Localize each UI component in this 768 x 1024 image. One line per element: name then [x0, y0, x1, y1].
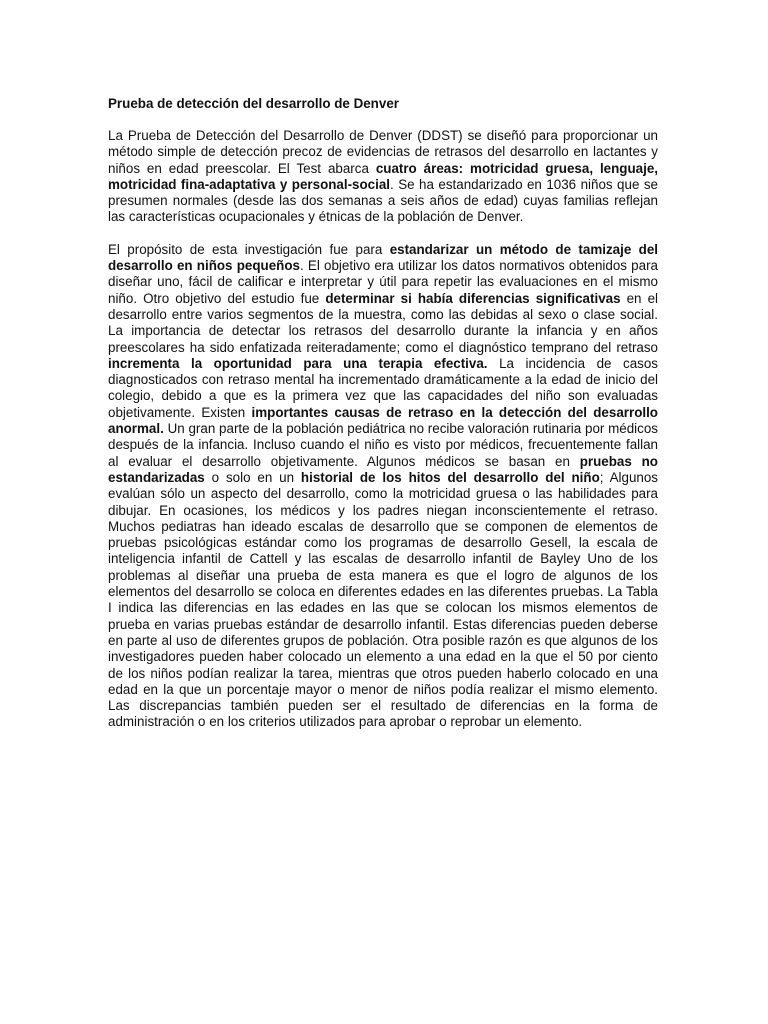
document-body	[108, 128, 658, 731]
document-page	[108, 96, 658, 747]
text-run: Un gran parte de la población pediátrica no recibe valoración rutinaria por médicos después de la infancia. Incluso cuando el niño es visto por médicos, frecuentemente fallan al evaluar el desarrollo objetivamente. Algunos médicos se basan en	[108, 421, 658, 469]
paragraph-2	[108, 242, 658, 731]
text-run: en el desarrollo entre varios segmentos de la muestra, como las debidas al sexo o clase social. La importancia de detectar los retrasos del desarrollo durante la infancia y en años preescolares ha sido enfatizada reiteradamente; como el diagnóstico temprano del retraso	[108, 290, 658, 355]
text-run: El propósito de esta investigación fue para	[108, 241, 390, 257]
bold-phrase: importantes causas de retraso en la detección del desarrollo anormal.	[108, 404, 658, 437]
text-run: . El objetivo era utilizar los datos normativos obtenidos para diseñar uno, fácil de calificar e interpretar y útil para repetir las evaluaciones en el mismo niño. Otro objetivo del estudio fue	[108, 258, 658, 306]
text-run: ; Algunos evalúan sólo un aspecto del desarrollo, como la motricidad gruesa o las habilidades para dibujar. En ocasiones, los médicos y los padres niegan inconscientemente el retraso. Muchos pediatras han ideado escalas de desarrollo que se componen de elementos de pruebas psicológicas estándar como los programas de desarrollo Gesell, la escala de inteligencia infantil de Cattell y las escalas de desarrollo infantil de Bayley Uno de los problemas al diseñar una prueba de esta manera es que el logro de algunos de los elementos del desarrollo se coloca en diferentes edades en las diferentes pruebas. La Tabla I indica las diferencias en las edades en las que se colocan los mismos elementos de prueba en varias pruebas estándar de desarrollo infantil. Estas diferencias pueden deberse en parte al uso de diferentes grupos de población. Otra posible razón es que algunos de los investigadores pueden haber colocado un elemento a una edad en la que el 50 por ciento de los niños podían realizar la tarea, mientras que otros pueden haberlo colocado en una edad en la que un porcentaje mayor o menor de niños podía realizar el mismo elemento. Las discrepancias también pueden ser el resultado de diferencias en la forma de administración o en los criterios utilizados para aprobar o reprobar un elemento.	[108, 469, 658, 730]
bold-phrase: cuatro áreas: motricidad gruesa, lenguaje, motricidad fina-adaptativa y personal-social	[108, 160, 659, 192]
bold-phrase: incrementa la oportunidad para una terapia efectiva.	[108, 355, 488, 371]
bold-phrase: historial de los hitos del desarrollo del niño	[300, 469, 600, 485]
text-run: o solo en un	[204, 469, 301, 485]
text-run: . Se ha estandarizado en 1036 niños que se presumen normales (desde las dos semanas a seis años de edad) cuyas familias reflejan las características ocupacionales y étnicas de la población de Denver.	[108, 176, 658, 225]
bold-phrase: determinar si había diferencias significativas	[325, 290, 621, 306]
document-title: Prueba de detección del desarrollo de Denver	[108, 96, 399, 111]
text-run: La incidencia de casos diagnosticados con retraso mental ha incrementado dramáticamente a la edad de inicio del colegio, debido a que es la primera vez que las capacidades del niño son evaluadas objetivamente. Existen	[108, 355, 658, 420]
text-run: La Prueba de Detección del Desarrollo de Denver (DDST) se diseñó para proporcionar un método simple de detección precoz de evidencias de retrasos del desarrollo en lactantes y niños en edad preescolar. El Test abarca	[108, 128, 658, 176]
bold-phrase: estandarizar un método de tamizaje del desarrollo en niños pequeños	[108, 241, 658, 274]
bold-phrase: pruebas no estandarizadas	[108, 453, 658, 485]
paragraph-1	[108, 128, 658, 226]
